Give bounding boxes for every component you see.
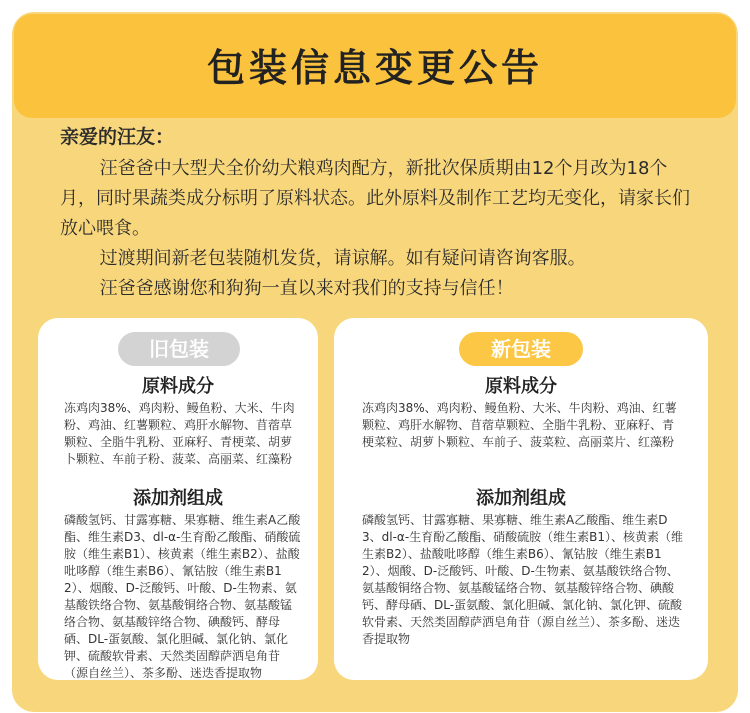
old-package-badge: 旧包装 xyxy=(118,332,240,366)
old-package-panel xyxy=(38,318,318,680)
notice-paragraph-3: 汪爸爸感谢您和狗狗一直以来对我们的支持与信任！ xyxy=(99,278,514,299)
title-underline xyxy=(188,96,560,104)
notice-paragraph-2: 过渡期间新老包装随机发货，请谅解。如有疑问请咨询客服。 xyxy=(99,248,586,269)
new-ingredients-text: 冻鸡肉38%、鸡肉粉、鳗鱼粉、大米、牛肉粉、鸡油、红薯颗粒、鸡肝水解物、苜蓿草颗粒、全脂牛乳粉、亚麻籽、青梗菜粒、胡萝卜颗粒、车前子、菠菜粒、高丽菜片、红藻粉 xyxy=(362,401,677,449)
new-additives-title: 添加剂组成 xyxy=(476,488,566,509)
page-title: 包装信息变更公告 xyxy=(206,46,543,90)
new-package-badge: 新包装 xyxy=(459,332,583,366)
notice-paragraph-1: 汪爸爸中大型犬全价幼犬粮鸡肉配方，新批次保质期由12个月改为18个月，同时果蔬类成分标明了原料状态。此外原料及制作工艺均无变化，请家长们放心喂食。 xyxy=(60,158,690,239)
old-additives-text: 磷酸氢钙、甘露寡糖、果寡糖、维生素A乙酸酯、维生素D3、dl-α-生育酚乙酸酯、硝酸硫胺（维生素B1）、核黄素（维生素B2）、盐酸吡哆醇（维生素B6）、氰钴胺（维生素B12）、烟酸、D-泛酸钙、叶酸、D-生物素、氨基酸铁络合物、氨基酸铜络合物、氨基酸锰络合物、氨基酸锌络合物、碘酸钙、酵母硒、DL-蛋氨酸、氯化胆碱、氯化钠、氯化钾、硫酸软骨素、天然类固醇萨洒皂角苷（源自丝兰）、茶多酚、迷迭香提取物 xyxy=(64,513,301,680)
notice-body xyxy=(60,122,700,304)
old-ingredients-text: 冻鸡肉38%、鸡肉粉、鳗鱼粉、大米、牛肉粉、鸡油、红薯颗粒、鸡肝水解物、苜蓿草颗粒、全脂牛乳粉、亚麻籽、青梗菜、胡萝卜颗粒、车前子粉、菠菜、高丽菜、红藻粉 xyxy=(64,401,295,466)
greeting: 亲爱的汪友： xyxy=(60,126,175,148)
old-ingredients-title: 原料成分 xyxy=(142,376,214,397)
old-additives-title: 添加剂组成 xyxy=(133,488,223,509)
new-package-panel xyxy=(334,318,708,680)
new-additives-text: 磷酸氢钙、甘露寡糖、果寡糖、维生素A乙酸酯、维生素D3、dl-α-生育酚乙酸酯、硝酸硫胺（维生素B1）、核黄素（维生素B2）、盐酸吡哆醇（维生素B6）、氰钴胺（维生素B12）、烟酸、D-泛酸钙、叶酸、D-生物素、氨基酸铁络合物、氨基酸铜络合物、氨基酸锰络合物、氨基酸锌络合物、碘酸钙、酵母硒、DL-蛋氨酸、氯化胆碱、氯化钠、氯化钾、硫酸软骨素、天然类固醇萨洒皂角苷（源自丝兰）、茶多酚、迷迭香提取物 xyxy=(362,513,684,646)
new-ingredients-title: 原料成分 xyxy=(485,376,557,397)
